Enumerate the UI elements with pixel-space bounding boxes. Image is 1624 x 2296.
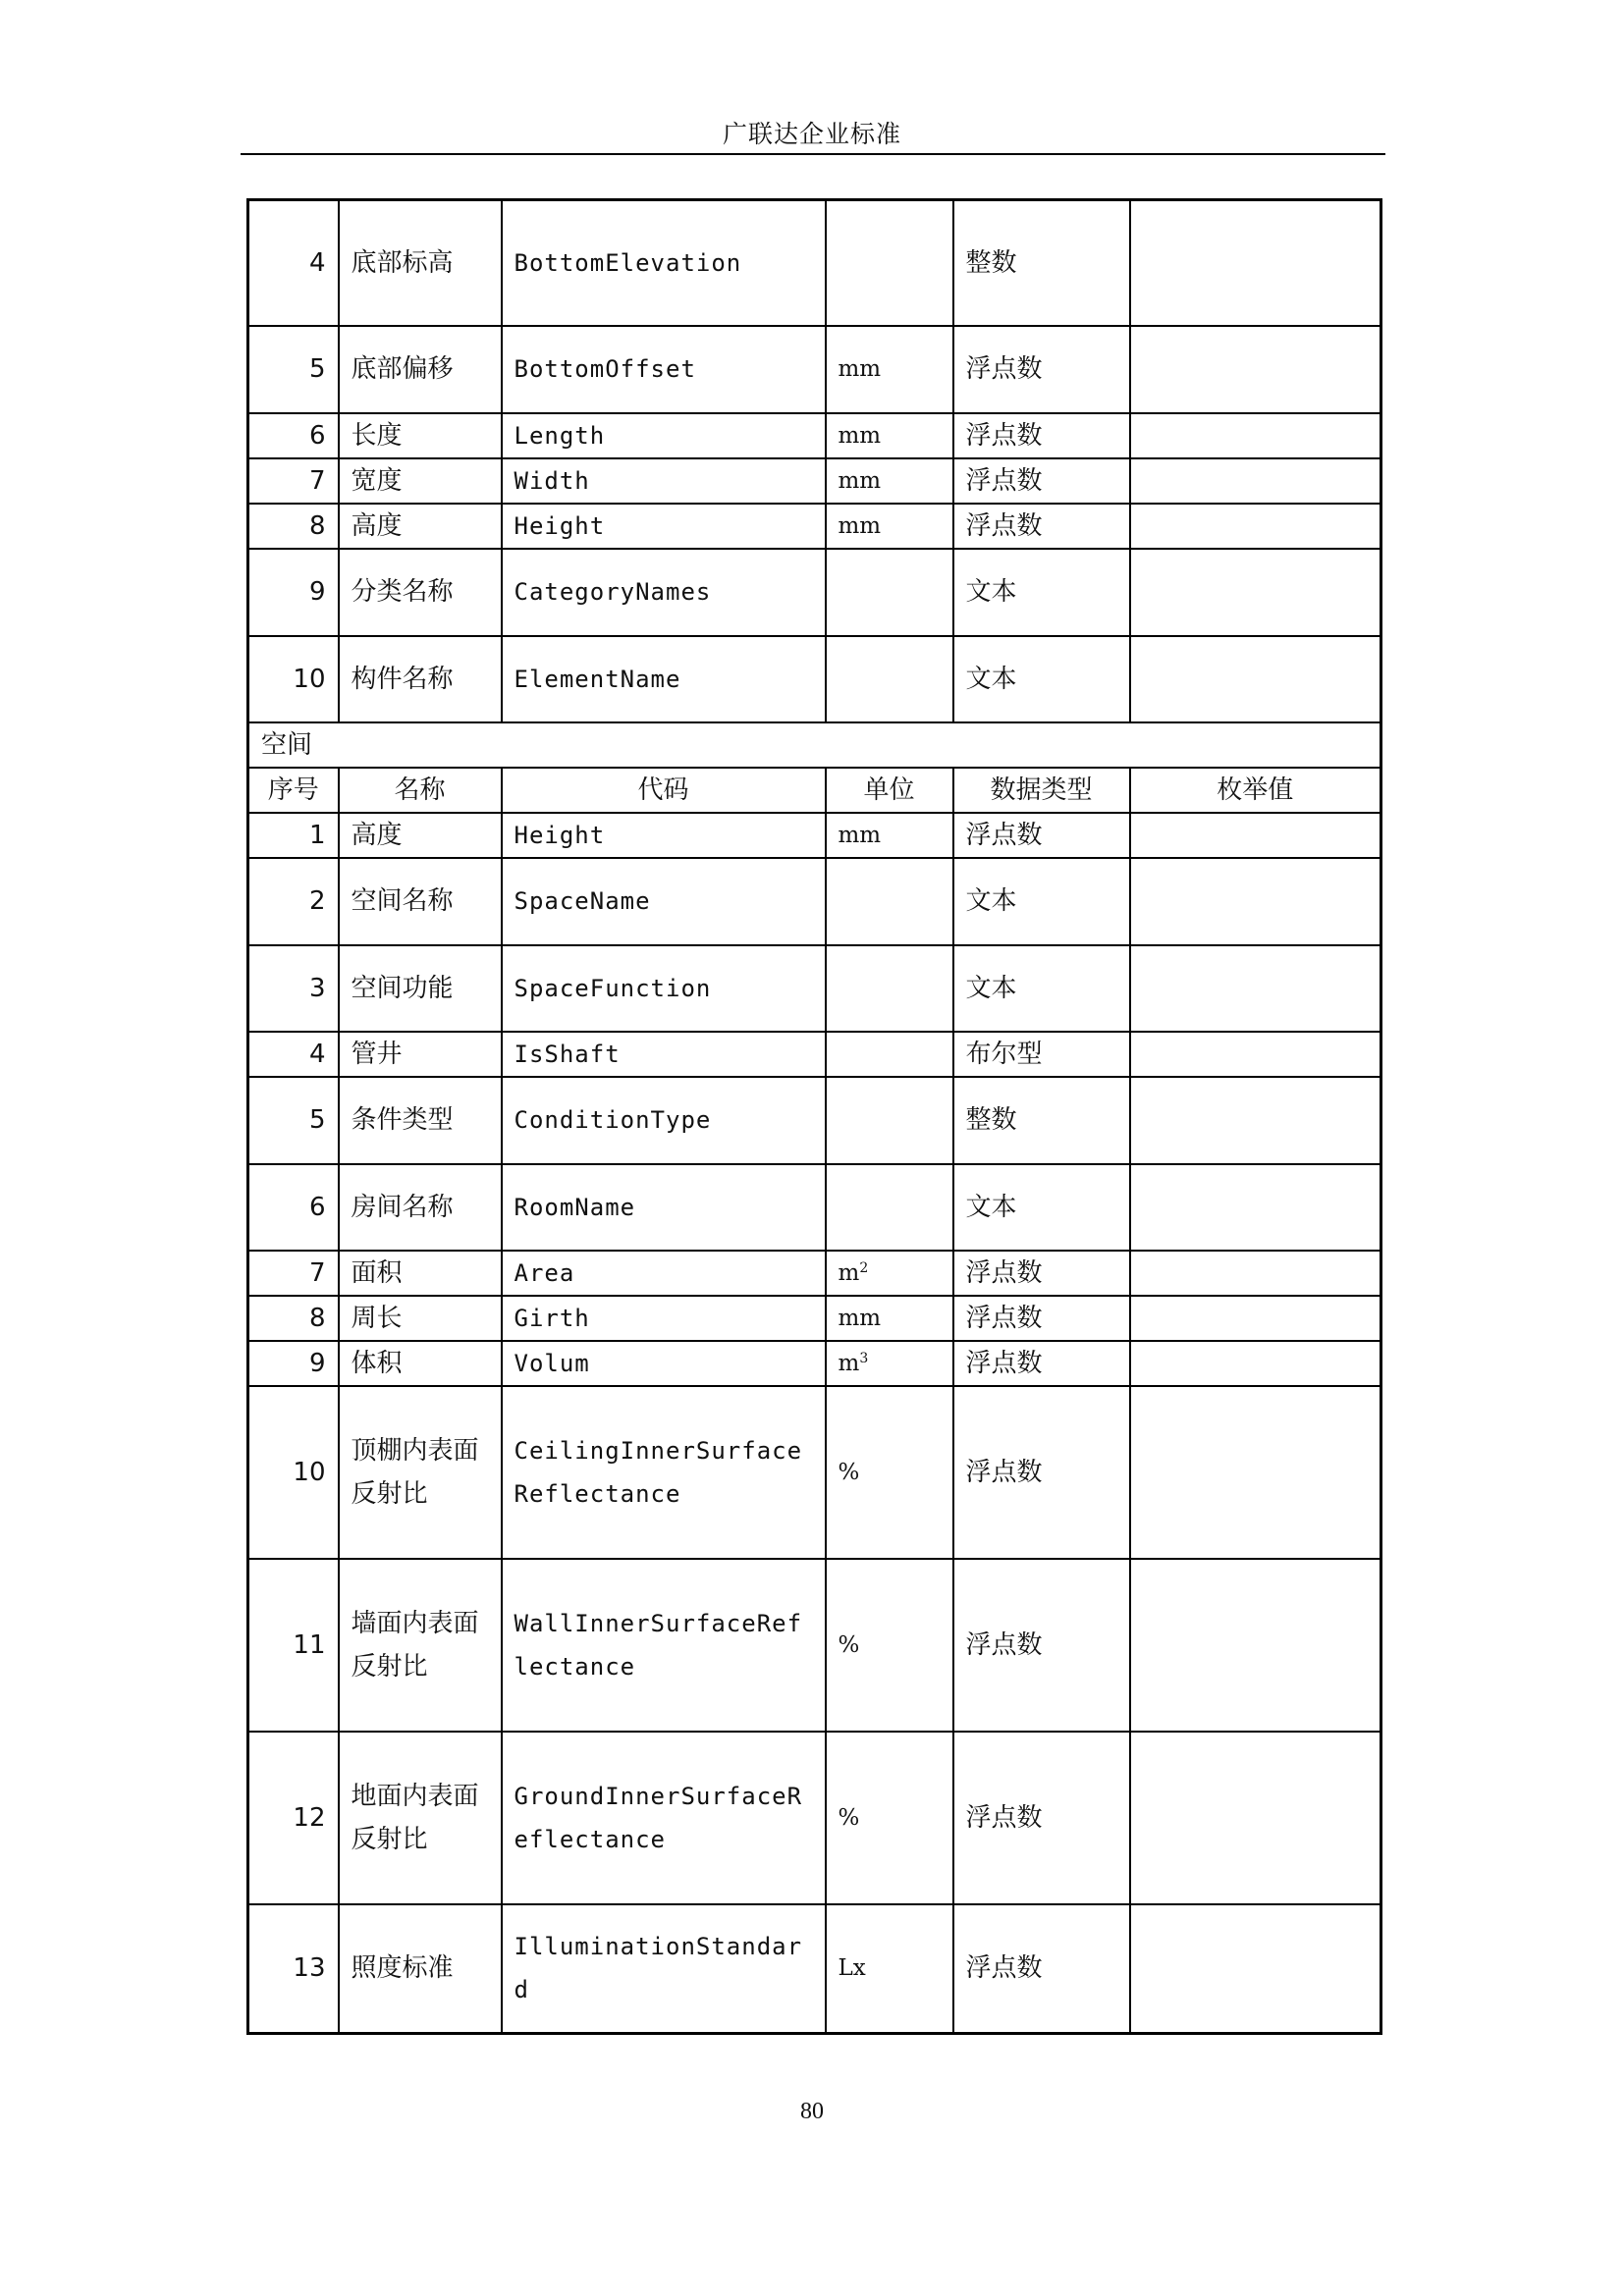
row-number: 13	[248, 1904, 339, 2034]
table-row	[248, 326, 1381, 413]
row-unit	[826, 1032, 953, 1077]
table-row	[248, 1559, 1381, 1732]
row-name: 底部标高	[339, 200, 502, 326]
row-enum-value	[1130, 200, 1381, 326]
row-data-type: 浮点数	[953, 504, 1130, 549]
row-unit	[826, 549, 953, 636]
row-code: RoomName	[502, 1164, 826, 1251]
row-enum-value	[1130, 1164, 1381, 1251]
row-code: CeilingInnerSurfaceReflectance	[502, 1386, 826, 1559]
row-name: 分类名称	[339, 549, 502, 636]
row-number: 6	[248, 1164, 339, 1251]
row-unit	[826, 1341, 953, 1386]
row-name: 体积	[339, 1341, 502, 1386]
row-enum-value	[1130, 504, 1381, 549]
row-unit	[826, 1251, 953, 1296]
row-name: 周长	[339, 1296, 502, 1341]
row-data-type: 浮点数	[953, 458, 1130, 504]
row-unit: mm	[826, 504, 953, 549]
row-unit	[826, 1077, 953, 1164]
row-number: 11	[248, 1559, 339, 1732]
row-enum-value	[1130, 458, 1381, 504]
attribute-table-body	[248, 200, 1381, 2034]
column-header: 序号	[248, 768, 339, 813]
row-enum-value	[1130, 813, 1381, 858]
row-number: 7	[248, 458, 339, 504]
row-code: Width	[502, 458, 826, 504]
table-row	[248, 945, 1381, 1032]
section-title-row	[248, 722, 1381, 768]
row-data-type: 文本	[953, 858, 1130, 945]
row-name: 构件名称	[339, 636, 502, 722]
row-data-type: 文本	[953, 945, 1130, 1032]
row-data-type: 浮点数	[953, 1559, 1130, 1732]
column-header: 枚举值	[1130, 768, 1381, 813]
unit-base: m	[838, 1350, 860, 1376]
row-unit: %	[826, 1559, 953, 1732]
row-enum-value	[1130, 1386, 1381, 1559]
row-number: 3	[248, 945, 339, 1032]
row-code: SpaceName	[502, 858, 826, 945]
table-row	[248, 1904, 1381, 2034]
row-enum-value	[1130, 858, 1381, 945]
column-header: 单位	[826, 768, 953, 813]
row-data-type: 文本	[953, 549, 1130, 636]
row-enum-value	[1130, 1251, 1381, 1296]
row-number: 2	[248, 858, 339, 945]
row-code: SpaceFunction	[502, 945, 826, 1032]
row-code: WallInnerSurfaceReflectance	[502, 1559, 826, 1732]
section-title: 空间	[248, 722, 1381, 768]
row-data-type: 整数	[953, 200, 1130, 326]
row-unit: mm	[826, 1296, 953, 1341]
table-header-row	[248, 768, 1381, 813]
row-unit	[826, 858, 953, 945]
row-number: 8	[248, 504, 339, 549]
page-header-title: 广联达企业标准	[722, 120, 901, 148]
row-name: 照度标准	[339, 1904, 502, 2034]
table-row	[248, 1296, 1381, 1341]
row-number: 5	[248, 1077, 339, 1164]
table-row	[248, 1386, 1381, 1559]
row-unit: %	[826, 1386, 953, 1559]
table-row	[248, 813, 1381, 858]
row-code: BottomOffset	[502, 326, 826, 413]
table-row	[248, 1164, 1381, 1251]
column-header: 代码	[502, 768, 826, 813]
table-row	[248, 1077, 1381, 1164]
row-number: 10	[248, 636, 339, 722]
row-name: 空间功能	[339, 945, 502, 1032]
row-enum-value	[1130, 1296, 1381, 1341]
table-row	[248, 549, 1381, 636]
row-name: 墙面内表面反射比	[339, 1559, 502, 1732]
row-unit: Lx	[826, 1904, 953, 2034]
table-row	[248, 1032, 1381, 1077]
row-unit: %	[826, 1732, 953, 1904]
row-enum-value	[1130, 945, 1381, 1032]
row-number: 12	[248, 1732, 339, 1904]
table-row	[248, 458, 1381, 504]
unit-exponent: 3	[859, 1350, 869, 1366]
row-name: 地面内表面反射比	[339, 1732, 502, 1904]
row-code: Area	[502, 1251, 826, 1296]
row-data-type: 浮点数	[953, 813, 1130, 858]
row-unit	[826, 945, 953, 1032]
row-code: Height	[502, 504, 826, 549]
row-unit: mm	[826, 813, 953, 858]
row-unit	[826, 200, 953, 326]
unit-base: m	[838, 1259, 860, 1286]
row-name: 空间名称	[339, 858, 502, 945]
row-number: 6	[248, 413, 339, 458]
row-enum-value	[1130, 1904, 1381, 2034]
row-name: 房间名称	[339, 1164, 502, 1251]
row-enum-value	[1130, 636, 1381, 722]
row-code: GroundInnerSurfaceReflectance	[502, 1732, 826, 1904]
row-number: 4	[248, 200, 339, 326]
row-code: IsShaft	[502, 1032, 826, 1077]
table-row	[248, 858, 1381, 945]
row-code: Volum	[502, 1341, 826, 1386]
page-number: 80	[800, 2099, 824, 2124]
row-data-type: 浮点数	[953, 1341, 1130, 1386]
row-name: 高度	[339, 504, 502, 549]
row-unit	[826, 1164, 953, 1251]
table-row	[248, 636, 1381, 722]
attribute-table	[246, 198, 1382, 2035]
table-row	[248, 200, 1381, 326]
row-data-type: 浮点数	[953, 326, 1130, 413]
row-number: 7	[248, 1251, 339, 1296]
row-unit: mm	[826, 413, 953, 458]
row-data-type: 整数	[953, 1077, 1130, 1164]
row-code: IlluminationStandard	[502, 1904, 826, 2034]
row-number: 9	[248, 549, 339, 636]
row-code: CategoryNames	[502, 549, 826, 636]
row-enum-value	[1130, 1077, 1381, 1164]
column-header: 数据类型	[953, 768, 1130, 813]
row-unit	[826, 636, 953, 722]
table-row	[248, 1341, 1381, 1386]
row-data-type: 浮点数	[953, 1732, 1130, 1904]
row-enum-value	[1130, 1559, 1381, 1732]
table-row	[248, 1251, 1381, 1296]
row-name: 条件类型	[339, 1077, 502, 1164]
table-row	[248, 1732, 1381, 1904]
row-number: 9	[248, 1341, 339, 1386]
row-enum-value	[1130, 326, 1381, 413]
row-code: Height	[502, 813, 826, 858]
row-data-type: 浮点数	[953, 413, 1130, 458]
row-data-type: 文本	[953, 636, 1130, 722]
row-data-type: 文本	[953, 1164, 1130, 1251]
row-enum-value	[1130, 549, 1381, 636]
row-name: 高度	[339, 813, 502, 858]
row-data-type: 浮点数	[953, 1296, 1130, 1341]
table-row	[248, 504, 1381, 549]
row-number: 5	[248, 326, 339, 413]
row-name: 宽度	[339, 458, 502, 504]
row-code: Girth	[502, 1296, 826, 1341]
row-number: 1	[248, 813, 339, 858]
row-enum-value	[1130, 1032, 1381, 1077]
row-enum-value	[1130, 413, 1381, 458]
row-name: 底部偏移	[339, 326, 502, 413]
row-code: ConditionType	[502, 1077, 826, 1164]
row-name: 长度	[339, 413, 502, 458]
row-number: 10	[248, 1386, 339, 1559]
row-code: Length	[502, 413, 826, 458]
row-code: BottomElevation	[502, 200, 826, 326]
column-header: 名称	[339, 768, 502, 813]
row-enum-value	[1130, 1341, 1381, 1386]
row-unit: mm	[826, 458, 953, 504]
row-name: 面积	[339, 1251, 502, 1296]
row-name: 管井	[339, 1032, 502, 1077]
row-unit: mm	[826, 326, 953, 413]
unit-exponent: 2	[859, 1259, 869, 1276]
table-row	[248, 413, 1381, 458]
row-name: 顶棚内表面反射比	[339, 1386, 502, 1559]
row-enum-value	[1130, 1732, 1381, 1904]
row-data-type: 浮点数	[953, 1386, 1130, 1559]
row-data-type: 浮点数	[953, 1904, 1130, 2034]
row-data-type: 浮点数	[953, 1251, 1130, 1296]
row-number: 8	[248, 1296, 339, 1341]
header-divider	[241, 153, 1385, 155]
row-number: 4	[248, 1032, 339, 1077]
row-code: ElementName	[502, 636, 826, 722]
row-data-type: 布尔型	[953, 1032, 1130, 1077]
